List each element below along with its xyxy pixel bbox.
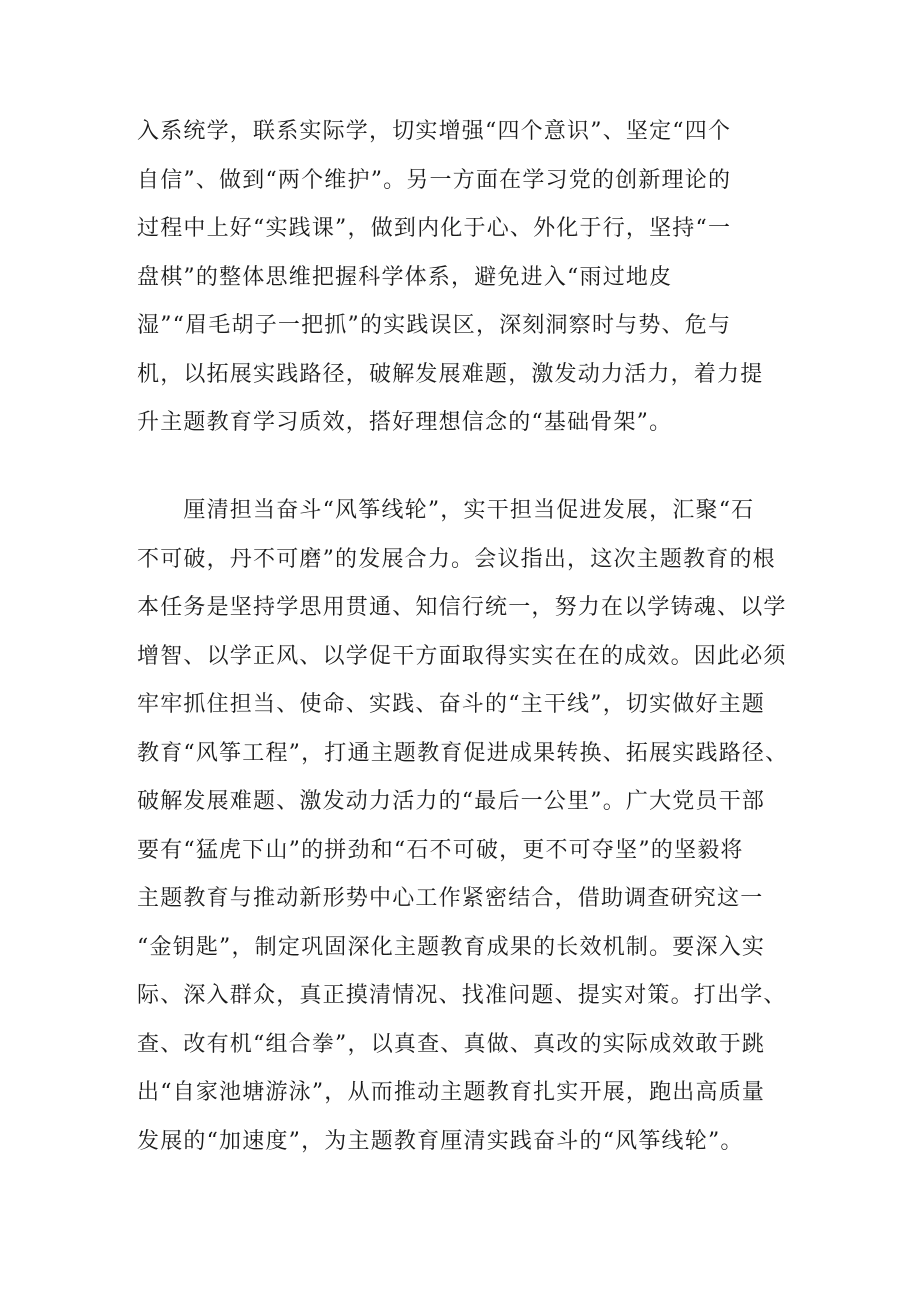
text-line: 出“自家池塘游泳”，从而推动主题教育扎实开展，跑出高质量 — [137, 1080, 766, 1105]
text-line: 自信”、做到“两个维护”。另一方面在学习党的创新理论的 — [137, 167, 732, 193]
text-line: 教育“风筝工程”，打通主题教育促进成果转换、拓展实践路径、 — [137, 740, 789, 766]
text-line: 湿”“眉毛胡子一把抓”的实践误区，深刻洞察时与势、危与 — [137, 313, 732, 338]
text-line: 入系统学，联系实际学，切实增强“四个意识”、坚定“四个 — [137, 119, 732, 144]
text-line: 主题教育与推动新形势中心工作紧密结合，借助调查研究这一 — [137, 886, 764, 911]
paragraph-2 — [137, 487, 797, 1166]
text-line: 际、深入群众，真正摸清情况、找准问题、提实对策。打出学、 — [137, 983, 787, 1008]
paragraph-1 — [137, 108, 797, 448]
text-line: 厘清担当奋斗“风筝线轮”，实干担当促进发展，汇聚“石 — [137, 498, 755, 523]
text-line: “金钥匙”，制定巩固深化主题教育成果的长效机制。要深入实 — [137, 934, 766, 960]
text-line: 要有“猛虎下山”的拼劲和“石不可破，更不可夺坚”的坚毅将 — [137, 837, 744, 863]
text-line: 牢牢抓住担当、使命、实践、奋斗的“主干线”，切实做好主题 — [137, 692, 766, 717]
text-line: 增智、以学正风、以学促干方面取得实实在在的成效。因此必须 — [137, 643, 787, 669]
text-line: 升主题教育学习质效，搭好理想信念的“基础骨架”。 — [137, 410, 673, 435]
text-line: 不可破，丹不可磨”的发展合力。会议指出，这次主题教育的根 — [137, 546, 776, 572]
text-line: 查、改有机“组合拳”，以真查、真做、真改的实际成效敢于跳 — [137, 1031, 766, 1057]
text-line: 破解发展难题、激发动力活力的“最后一公里”。广大党员干部 — [137, 789, 766, 814]
text-line: 发展的“加速度”，为主题教育厘清实践奋斗的“风筝线轮”。 — [137, 1128, 744, 1154]
text-line: 过程中上好“实践课”，做到内化于心、外化于行，坚持“一 — [137, 216, 732, 241]
text-line: 本任务是坚持学思用贯通、知信行统一，努力在以学铸魂、以学 — [137, 595, 787, 620]
text-line: 盘棋”的整体思维把握科学体系，避免进入“雨过地皮 — [137, 264, 673, 290]
text-line: 机，以拓展实践路径，破解发展难题，激发动力活力，着力提 — [137, 361, 764, 387]
